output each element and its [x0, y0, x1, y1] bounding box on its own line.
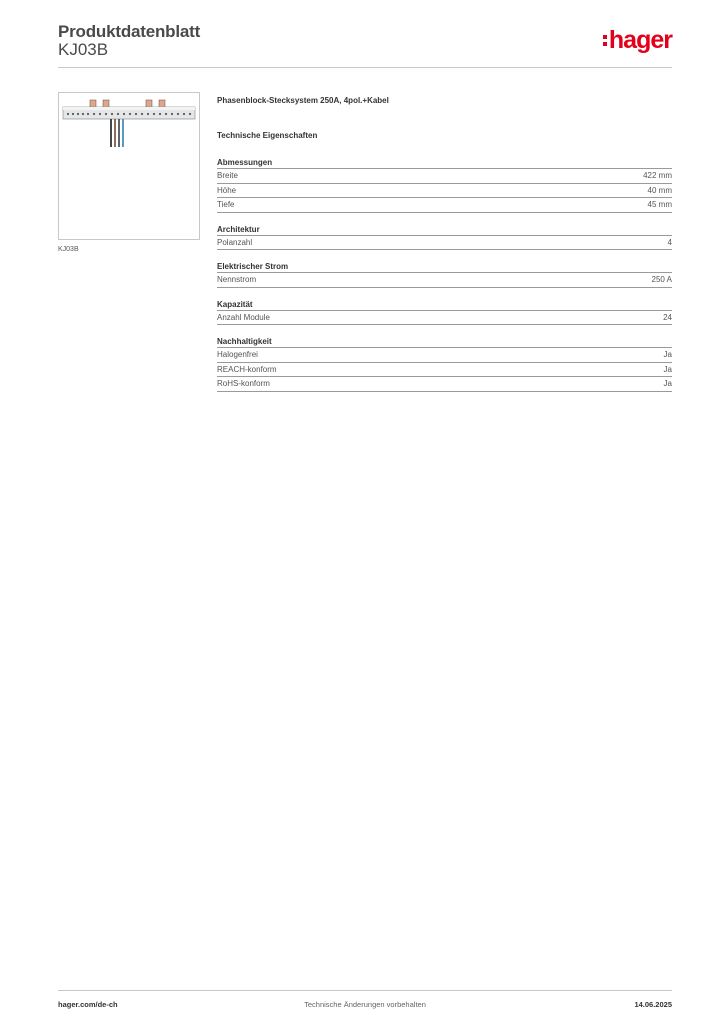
spec-row — [217, 348, 672, 363]
spec-row — [217, 184, 672, 199]
spec-row — [217, 198, 672, 213]
spec-label: Anzahl Module — [217, 312, 270, 322]
spec-row — [217, 377, 672, 392]
spec-value: Ja — [663, 364, 672, 374]
group-architektur — [217, 225, 672, 251]
group-kapazitaet — [217, 300, 672, 326]
group-nachhaltigkeit — [217, 337, 672, 392]
spec-label: Breite — [217, 171, 238, 180]
product-details — [217, 96, 672, 392]
spec-label: REACH-konform — [217, 364, 277, 374]
spec-row — [217, 236, 672, 251]
group-title: Elektrischer Strom — [217, 262, 672, 273]
spec-label: Nennstrom — [217, 275, 257, 284]
spec-label: Höhe — [217, 185, 237, 195]
group-title: Nachhaltigkeit — [217, 337, 672, 348]
spec-value: 40 mm — [647, 185, 672, 195]
spec-label: RoHS-konform — [217, 379, 270, 388]
hager-logo[interactable] — [603, 26, 672, 54]
spec-value: Ja — [663, 350, 672, 359]
spec-label: Halogenfrei — [217, 350, 258, 359]
product-name: Phasenblock-Stecksystem 250A, 4pol.+Kabel — [217, 96, 389, 105]
spec-value: 250 A — [651, 275, 672, 284]
group-abmessungen — [217, 158, 672, 213]
logo-text: hager — [608, 26, 672, 54]
footer-website-link[interactable]: hager.com/de-ch — [58, 1000, 118, 1009]
spec-row — [217, 363, 672, 378]
spec-value: 4 — [667, 237, 672, 247]
spec-row — [217, 273, 672, 288]
page-footer — [58, 990, 672, 1014]
logo-colon-icon — [603, 35, 607, 46]
document-title: Produktdatenblatt — [58, 22, 201, 41]
page-header — [58, 20, 672, 68]
spec-row — [217, 169, 672, 184]
footer-disclaimer: Technische Änderungen vorbehalten — [304, 1000, 426, 1009]
spec-value: 422 mm — [643, 171, 672, 180]
image-caption: KJ03B — [58, 246, 79, 253]
group-title: Abmessungen — [217, 158, 672, 169]
busbar-image-icon — [59, 93, 199, 239]
group-title: Architektur — [217, 225, 672, 236]
group-title: Kapazität — [217, 300, 672, 311]
product-image — [58, 92, 200, 240]
spec-value: Ja — [663, 379, 672, 388]
spec-label: Polanzahl — [217, 237, 253, 247]
spec-row — [217, 311, 672, 326]
product-code: KJ03B — [58, 40, 109, 59]
spec-value: 45 mm — [647, 200, 672, 209]
spec-label: Tiefe — [217, 200, 235, 209]
group-elektrischer-strom — [217, 262, 672, 288]
section-title: Technische Eigenschaften — [217, 131, 318, 140]
spec-value: 24 — [663, 312, 672, 322]
footer-date: 14.06.2025 — [634, 1000, 672, 1009]
